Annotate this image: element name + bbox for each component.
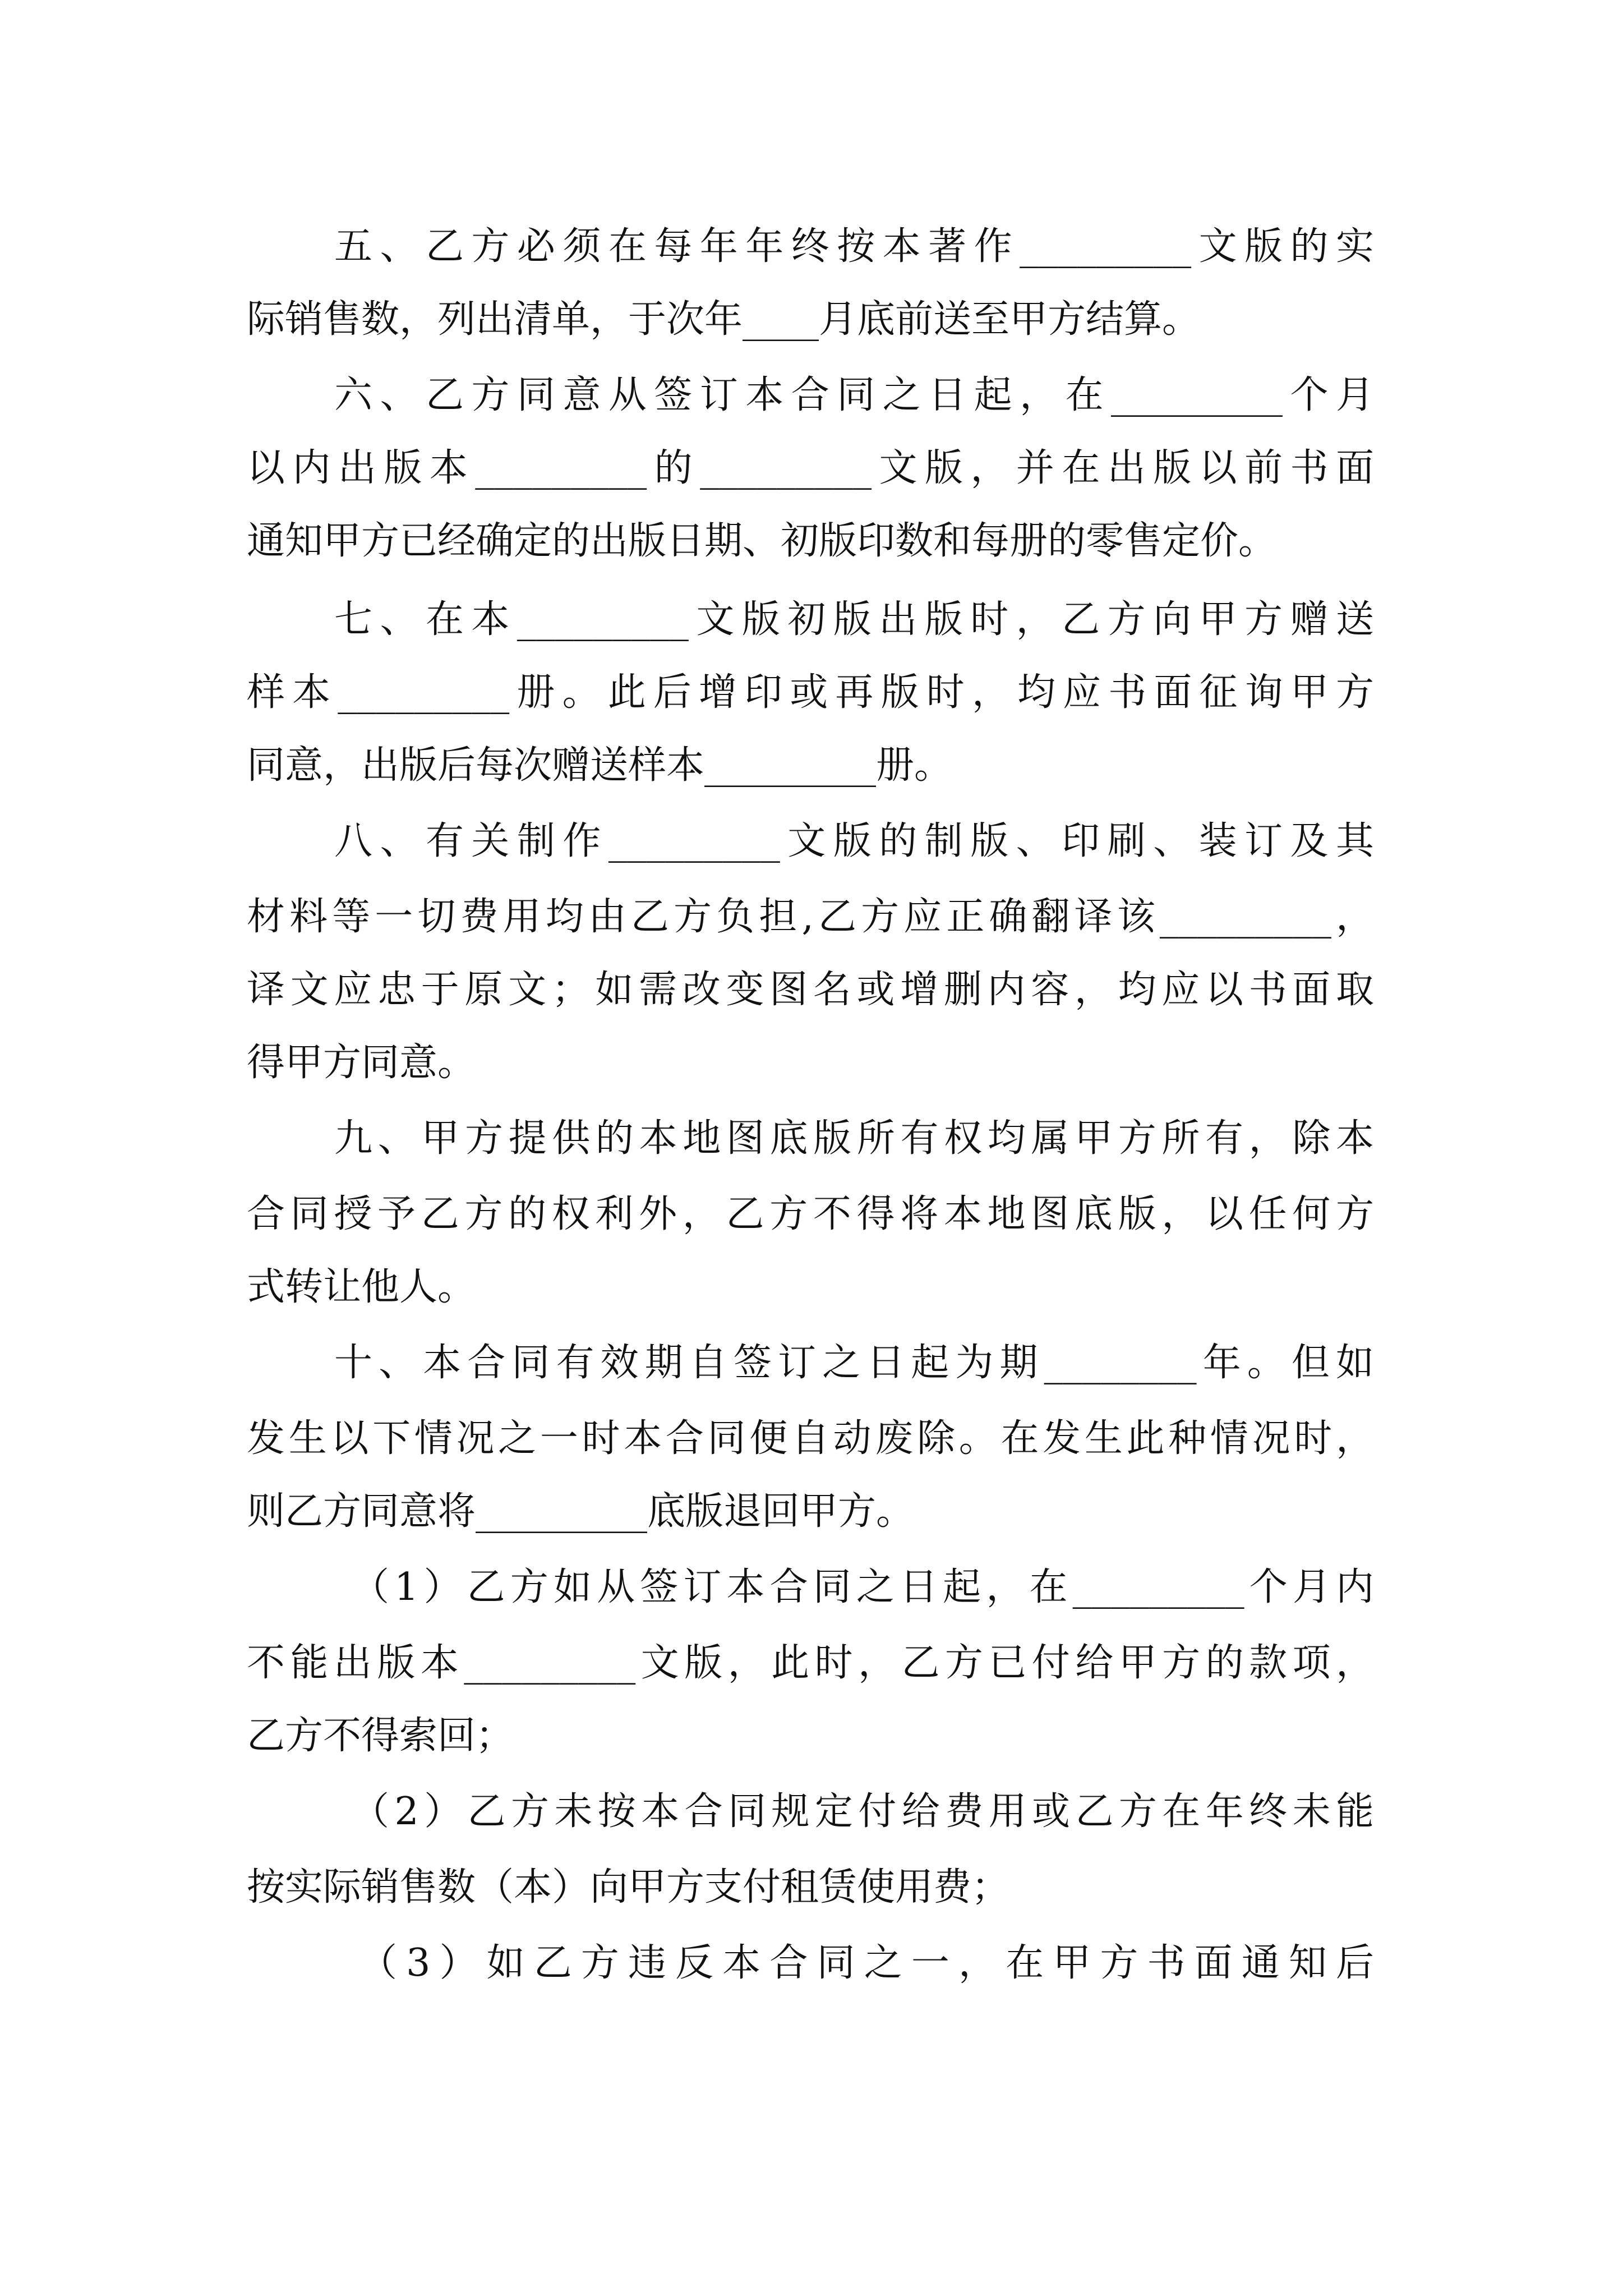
clause-8-line-3: 译文应忠于原文；如需改变图名或增删内容，均应以书面取 bbox=[247, 968, 1374, 1012]
clause-10-line-1: 十、本合同有效期自签订之日起为期________年。但如 bbox=[334, 1341, 1374, 1385]
condition-2-line-2: 按实际销售数（本）向甲方支付租赁使用费； bbox=[247, 1865, 1010, 1910]
clause-5-line-2: 际销售数，列出清单，于次年____月底前送至甲方结算。 bbox=[247, 297, 1201, 342]
clause-7-line-2: 样本_________册。此后增印或再版时，均应书面征询甲方 bbox=[247, 670, 1374, 715]
clause-9-line-2: 合同授予乙方的权利外，乙方不得将本地图底版，以任何方 bbox=[247, 1192, 1374, 1236]
clause-8-line-1: 八、有关制作_________文版的制版、印刷、装订及其 bbox=[334, 819, 1374, 863]
clause-6-line-2: 以内出版本_________的_________文版，并在出版以前书面 bbox=[247, 446, 1374, 490]
clause-8-line-2: 材料等一切费用均由乙方负担,乙方应正确翻译该_________， bbox=[247, 895, 1374, 939]
clause-10-line-2: 发生以下情况之一时本合同便自动废除。在发生此种情况时， bbox=[247, 1416, 1374, 1461]
condition-2-line-1: （2）乙方未按本合同规定付给费用或乙方在年终未能 bbox=[351, 1789, 1374, 1834]
condition-3-line-1: （3）如乙方违反本合同之一，在甲方书面通知后 bbox=[359, 1941, 1374, 1985]
clause-9-line-1: 九、甲方提供的本地图底版所有权均属甲方所有，除本 bbox=[334, 1116, 1374, 1161]
condition-1-line-2: 不能出版本_________文版，此时，乙方已付给甲方的款项， bbox=[247, 1641, 1374, 1685]
clause-7-line-3: 同意，出版后每次赠送样本_________册。 bbox=[247, 743, 953, 788]
clause-6-line-3: 通知甲方已经确定的出版日期、初版印数和每册的零售定价。 bbox=[247, 519, 1277, 563]
condition-1-line-1: （1）乙方如从签订本合同之日起，在_________个月内 bbox=[351, 1565, 1374, 1609]
condition-1-line-3: 乙方不得索回； bbox=[247, 1714, 514, 1758]
clause-10-line-3: 则乙方同意将_________底版退回甲方。 bbox=[247, 1489, 915, 1534]
clause-7-line-1: 七、在本_________文版初版出版时，乙方向甲方赠送 bbox=[334, 597, 1374, 642]
clause-6-line-1: 六、乙方同意从签订本合同之日起，在_________个月 bbox=[334, 373, 1374, 417]
clause-5-line-1: 五、乙方必须在每年年终按本著作_________文版的实 bbox=[334, 224, 1374, 269]
clause-8-line-4: 得甲方同意。 bbox=[247, 1041, 476, 1085]
clause-9-line-3: 式转让他人。 bbox=[247, 1265, 476, 1309]
